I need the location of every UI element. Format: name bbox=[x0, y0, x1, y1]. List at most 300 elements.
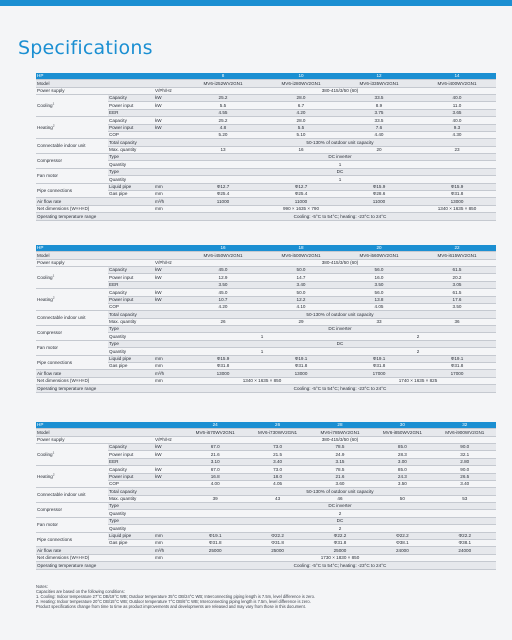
heating-power: 7.6 bbox=[340, 124, 418, 131]
fan-quantity: 1 bbox=[184, 348, 340, 355]
total-capacity-label: Total capacity bbox=[108, 139, 184, 146]
unit: m³/h bbox=[154, 198, 184, 205]
cooling-capacity: 78.5 bbox=[309, 443, 371, 450]
unit bbox=[154, 303, 184, 310]
unit: kW bbox=[154, 289, 184, 296]
airflow-label: Air flow rate bbox=[36, 370, 154, 377]
heating-capacity: 73.0 bbox=[246, 466, 308, 473]
cooling-power: 32.1 bbox=[434, 451, 496, 458]
eer-label: EER bbox=[108, 458, 154, 465]
max-quantity-label: Max. quantity bbox=[108, 146, 184, 153]
airflow: 11000 bbox=[184, 198, 262, 205]
cop: 3.60 bbox=[309, 480, 371, 487]
cooling-capacity: 25.2 bbox=[184, 94, 262, 101]
hp-value: 12 bbox=[340, 73, 418, 80]
unit: kW bbox=[154, 266, 184, 273]
heating-capacity: 25.2 bbox=[184, 117, 262, 124]
max-quantity: 29 bbox=[262, 318, 340, 325]
unit: mm bbox=[154, 532, 184, 539]
model-name: MV6-i560WV2GN1 bbox=[340, 252, 418, 259]
heating-power: 10.7 bbox=[184, 296, 262, 303]
power-supply-label: Power supply bbox=[36, 259, 154, 266]
airflow: 13000 bbox=[418, 198, 496, 205]
page-title: Specifications bbox=[18, 37, 153, 59]
indoor-unit-label: Connectable indoor unit bbox=[36, 488, 108, 503]
unit: kW bbox=[154, 296, 184, 303]
temperature-range: Cooling: -5°C to 54°C; heating: -23°C to 24°C bbox=[184, 562, 496, 569]
spec-table-24-32hp bbox=[36, 422, 496, 570]
hp-label: HP bbox=[36, 245, 184, 252]
cooling-power: 12.9 bbox=[184, 274, 262, 281]
cooling-capacity: 56.0 bbox=[340, 266, 418, 273]
notes-intro: Capacities are based on the following conditions: bbox=[36, 589, 125, 595]
power-supply-label: Power supply bbox=[36, 87, 154, 94]
cop: 4.10 bbox=[262, 303, 340, 310]
hp-value: 30 bbox=[371, 422, 433, 429]
total-capacity-value: 50-130% of outdoor unit capacity bbox=[184, 311, 496, 318]
note-item: 2. Heating: Indoor temperature 20°C DB/15°C WB; Outdoor temperature 7°C DB/6°C WB; Interconnecting piping length is 7.5m, level difference is zero. bbox=[36, 599, 311, 605]
type-label: Type bbox=[108, 154, 184, 161]
airflow: 17000 bbox=[340, 370, 418, 377]
power-input-label: Power input bbox=[108, 296, 154, 303]
cop-label: COP bbox=[108, 480, 154, 487]
type-label: Type bbox=[108, 326, 184, 333]
eer: 3.05 bbox=[418, 281, 496, 288]
hp-value: 8 bbox=[184, 73, 262, 80]
heating-capacity: 56.0 bbox=[340, 289, 418, 296]
hp-value: 32 bbox=[434, 422, 496, 429]
eer: 3.75 bbox=[340, 109, 418, 116]
model-name: MV6-i900WV2GN1 bbox=[434, 429, 496, 436]
max-quantity: 50 bbox=[371, 495, 433, 502]
cooling-label: Cooling$^1$ bbox=[36, 94, 108, 116]
pipe-connections-label: Pipe connections bbox=[36, 183, 108, 198]
heating-power: 26.5 bbox=[434, 473, 496, 480]
airflow: 25000 bbox=[184, 547, 246, 554]
model-name: MV6-i450WV2GN1 bbox=[184, 252, 262, 259]
eer: 2.80 bbox=[434, 458, 496, 465]
airflow-label: Air flow rate bbox=[36, 198, 154, 205]
hp-label: HP bbox=[36, 422, 184, 429]
fan-motor-label: Fan motor bbox=[36, 517, 108, 532]
power-input-label: Power input bbox=[108, 451, 154, 458]
hp-value: 18 bbox=[262, 245, 340, 252]
heating-power: 9.3 bbox=[418, 124, 496, 131]
cooling-power: 20.2 bbox=[418, 274, 496, 281]
unit: kW bbox=[154, 466, 184, 473]
hp-value: 28 bbox=[309, 422, 371, 429]
quantity-label: Quantity bbox=[108, 348, 184, 355]
temperature-range: Cooling: -5°C to 54°C; heating: -23°C to 24°C bbox=[184, 213, 496, 220]
compressor-type-row bbox=[36, 154, 496, 161]
eer: 3.50 bbox=[340, 281, 418, 288]
dimensions: 1730 × 1830 × 850 bbox=[184, 554, 496, 561]
max-quantity: 46 bbox=[309, 495, 371, 502]
quantity-label: Quantity bbox=[108, 333, 184, 340]
model-name: MV6-i500WV2GN1 bbox=[262, 252, 340, 259]
fan-type: DC bbox=[184, 168, 496, 175]
gas-pipe: Φ38.1 bbox=[371, 540, 433, 547]
model-label: Model bbox=[36, 80, 184, 87]
eer: 4.55 bbox=[184, 109, 262, 116]
note-item: 1. Cooling: Indoor temperature 27°C DB/19°C WB; Outdoor temperature 35°C DB/24°C WB; Interconnecting piping length is 7.5m, level difference is zero. bbox=[36, 594, 316, 600]
heating-capacity: 90.0 bbox=[434, 466, 496, 473]
fan-motor-label: Fan motor bbox=[36, 340, 108, 355]
notes bbox=[36, 584, 496, 609]
indoor-total-row bbox=[36, 311, 496, 318]
temperature-range: Cooling: -5°C to 54°C; heating: -23°C to 24°C bbox=[184, 385, 496, 392]
compressor-type: DC inverter bbox=[184, 503, 496, 510]
max-quantity: 23 bbox=[418, 146, 496, 153]
cop: 4.20 bbox=[184, 303, 262, 310]
dimensions-row bbox=[36, 554, 496, 561]
capacity-label: Capacity bbox=[108, 289, 154, 296]
temperature-label: Operating temperature range bbox=[36, 213, 184, 220]
type-label: Type bbox=[108, 168, 184, 175]
type-label: Type bbox=[108, 517, 184, 524]
liquid-pipe-row bbox=[36, 532, 496, 539]
compressor-label: Compressor bbox=[36, 503, 108, 518]
model-name: MV6-i615WV2GN1 bbox=[418, 252, 496, 259]
model-name: MV6-i730WV2GN1 bbox=[246, 429, 308, 436]
eer: 3.40 bbox=[262, 281, 340, 288]
cop: 4.05 bbox=[340, 303, 418, 310]
note-item: Product specifications change from time to time as product improvements and developments are released and may vary from those in this document. bbox=[36, 604, 306, 610]
total-capacity-value: 50-130% of outdoor unit capacity bbox=[184, 139, 496, 146]
unit: mm bbox=[154, 191, 184, 198]
type-label: Type bbox=[108, 340, 184, 347]
gas-pipe: Φ25.4 bbox=[262, 191, 340, 198]
dimensions-row bbox=[36, 377, 496, 384]
top-accent-bar bbox=[0, 0, 512, 6]
type-label: Type bbox=[108, 503, 184, 510]
hp-value: 14 bbox=[418, 73, 496, 80]
liquid-pipe: Φ22.2 bbox=[371, 532, 433, 539]
spec-table-8-14hp bbox=[36, 73, 496, 221]
cooling-capacity: 45.0 bbox=[184, 266, 262, 273]
max-quantity: 43 bbox=[246, 495, 308, 502]
liquid-pipe-row bbox=[36, 355, 496, 362]
model-name: MV6-i850WV2GN1 bbox=[371, 429, 433, 436]
fan-type: DC bbox=[184, 517, 496, 524]
airflow: 25000 bbox=[246, 547, 308, 554]
unit bbox=[154, 131, 184, 138]
unit bbox=[154, 109, 184, 116]
airflow-row bbox=[36, 198, 496, 205]
cooling-power: 8.9 bbox=[340, 102, 418, 109]
cooling-capacity: 90.0 bbox=[434, 443, 496, 450]
power-supply-row bbox=[36, 259, 496, 266]
model-label: Model bbox=[36, 252, 184, 259]
cooling-capacity: 67.0 bbox=[184, 443, 246, 450]
indoor-unit-label: Connectable indoor unit bbox=[36, 139, 108, 154]
airflow: 13000 bbox=[262, 370, 340, 377]
unit: mm bbox=[154, 540, 184, 547]
temperature-label: Operating temperature range bbox=[36, 385, 184, 392]
unit: m³/h bbox=[154, 370, 184, 377]
heating-capacity: 85.0 bbox=[371, 466, 433, 473]
dimensions: 1740 × 1635 × 825 bbox=[340, 377, 496, 384]
cooling-capacity-row bbox=[36, 266, 496, 273]
unit bbox=[154, 281, 184, 288]
cop: 5.10 bbox=[262, 131, 340, 138]
model-name: MV6-i252WV2GN1 bbox=[184, 80, 262, 87]
hp-value: 26 bbox=[246, 422, 308, 429]
cop: 4.00 bbox=[184, 480, 246, 487]
compressor-quantity: 2 bbox=[340, 333, 496, 340]
capacity-label: Capacity bbox=[108, 266, 154, 273]
liquid-pipe: Φ19.1 bbox=[184, 532, 246, 539]
heating-capacity: 33.5 bbox=[340, 117, 418, 124]
model-name: MV6-i785WV2GN1 bbox=[309, 429, 371, 436]
quantity-label: Quantity bbox=[108, 161, 184, 168]
hp-row bbox=[36, 422, 496, 429]
temperature-row bbox=[36, 562, 496, 569]
power-supply-label: Power supply bbox=[36, 436, 154, 443]
max-quantity: 53 bbox=[434, 495, 496, 502]
power-supply-unit: V/Ph/Hz bbox=[154, 87, 184, 94]
indoor-total-row bbox=[36, 139, 496, 146]
dimensions-label: Net dimensions (W×H×D) bbox=[36, 554, 154, 561]
dimensions-label: Net dimensions (W×H×D) bbox=[36, 377, 154, 384]
liquid-pipe-label: Liquid pipe bbox=[108, 532, 154, 539]
total-capacity-value: 50-130% of outdoor unit capacity bbox=[184, 488, 496, 495]
max-quantity: 20 bbox=[340, 146, 418, 153]
fan-type-row bbox=[36, 340, 496, 347]
quantity-label: Quantity bbox=[108, 176, 184, 183]
liquid-pipe: Φ19.1 bbox=[340, 355, 418, 362]
cop: 5.20 bbox=[184, 131, 262, 138]
gas-pipe: Φ31.8 bbox=[340, 363, 418, 370]
cooling-label: Cooling$^1$ bbox=[36, 266, 108, 288]
cooling-power: 6.7 bbox=[262, 102, 340, 109]
liquid-pipe-row bbox=[36, 183, 496, 190]
dimensions-label: Net dimensions (W×H×D) bbox=[36, 205, 154, 212]
heating-capacity: 61.5 bbox=[418, 289, 496, 296]
total-capacity-label: Total capacity bbox=[108, 311, 184, 318]
heating-power: 4.8 bbox=[184, 124, 262, 131]
compressor-quantity: 2 bbox=[184, 510, 496, 517]
cooling-power: 16.0 bbox=[340, 274, 418, 281]
dimensions: 1340 × 1635 × 850 bbox=[184, 377, 340, 384]
indoor-unit-label: Connectable indoor unit bbox=[36, 311, 108, 326]
unit: kW bbox=[154, 94, 184, 101]
cop: 4.30 bbox=[418, 131, 496, 138]
heating-capacity-row bbox=[36, 466, 496, 473]
model-name: MV6-i280WV2GN1 bbox=[262, 80, 340, 87]
compressor-label: Compressor bbox=[36, 154, 108, 169]
eer-label: EER bbox=[108, 281, 154, 288]
unit: kW bbox=[154, 473, 184, 480]
gas-pipe: Φ31.8 bbox=[246, 540, 308, 547]
compressor-quantity: 1 bbox=[184, 333, 340, 340]
cooling-power: 28.3 bbox=[371, 451, 433, 458]
heating-power: 16.8 bbox=[184, 473, 246, 480]
unit: mm bbox=[154, 554, 184, 561]
cooling-power: 21.5 bbox=[246, 451, 308, 458]
eer: 3.00 bbox=[371, 458, 433, 465]
cop: 3.50 bbox=[418, 303, 496, 310]
liquid-pipe: Φ22.2 bbox=[309, 532, 371, 539]
model-row bbox=[36, 80, 496, 87]
gas-pipe: Φ31.8 bbox=[418, 191, 496, 198]
total-capacity-label: Total capacity bbox=[108, 488, 184, 495]
indoor-total-row bbox=[36, 488, 496, 495]
airflow: 13000 bbox=[184, 370, 262, 377]
heating-label: Heating$^2$ bbox=[36, 289, 108, 311]
capacity-label: Capacity bbox=[108, 466, 154, 473]
heating-power: 24.3 bbox=[371, 473, 433, 480]
heating-power: 13.8 bbox=[340, 296, 418, 303]
max-quantity: 16 bbox=[262, 146, 340, 153]
dimensions-row bbox=[36, 205, 496, 212]
fan-motor-label: Fan motor bbox=[36, 168, 108, 183]
unit: kW bbox=[154, 102, 184, 109]
pipe-connections-label: Pipe connections bbox=[36, 355, 108, 370]
cooling-capacity: 28.0 bbox=[262, 94, 340, 101]
cop: 3.50 bbox=[371, 480, 433, 487]
compressor-type: DC inverter bbox=[184, 326, 496, 333]
quantity-label: Quantity bbox=[108, 525, 184, 532]
liquid-pipe: Φ15.9 bbox=[184, 355, 262, 362]
fan-type: DC bbox=[184, 340, 496, 347]
cooling-capacity: 50.0 bbox=[262, 266, 340, 273]
cop-label: COP bbox=[108, 131, 154, 138]
cop: 3.40 bbox=[434, 480, 496, 487]
temperature-row bbox=[36, 213, 496, 220]
cop: 4.05 bbox=[246, 480, 308, 487]
cooling-capacity-row bbox=[36, 443, 496, 450]
airflow-label: Air flow rate bbox=[36, 547, 154, 554]
cooling-capacity: 73.0 bbox=[246, 443, 308, 450]
airflow: 25000 bbox=[309, 547, 371, 554]
unit: kW bbox=[154, 274, 184, 281]
power-supply-unit: V/Ph/Hz bbox=[154, 436, 184, 443]
capacity-label: Capacity bbox=[108, 443, 154, 450]
gas-pipe: Φ28.6 bbox=[340, 191, 418, 198]
cooling-power: 14.7 bbox=[262, 274, 340, 281]
heating-capacity: 40.0 bbox=[418, 117, 496, 124]
temperature-row bbox=[36, 385, 496, 392]
power-supply-value: 380-415/3/50 (60) bbox=[184, 436, 496, 443]
liquid-pipe: Φ22.2 bbox=[246, 532, 308, 539]
heating-power: 5.5 bbox=[262, 124, 340, 131]
max-quantity-label: Max. quantity bbox=[108, 495, 184, 502]
compressor-quantity: 1 bbox=[184, 161, 496, 168]
compressor-type: DC inverter bbox=[184, 154, 496, 161]
gas-pipe: Φ31.8 bbox=[262, 363, 340, 370]
gas-pipe-label: Gas pipe bbox=[108, 363, 154, 370]
fan-type-row bbox=[36, 517, 496, 524]
temperature-label: Operating temperature range bbox=[36, 562, 184, 569]
liquid-pipe: Φ15.9 bbox=[340, 183, 418, 190]
liquid-pipe: Φ12.7 bbox=[262, 183, 340, 190]
eer: 4.20 bbox=[262, 109, 340, 116]
heating-capacity: 45.0 bbox=[184, 289, 262, 296]
power-supply-row bbox=[36, 87, 496, 94]
liquid-pipe-label: Liquid pipe bbox=[108, 355, 154, 362]
cooling-capacity-row bbox=[36, 94, 496, 101]
pipe-connections-label: Pipe connections bbox=[36, 532, 108, 547]
heating-power: 12.2 bbox=[262, 296, 340, 303]
gas-pipe: Φ31.8 bbox=[184, 363, 262, 370]
gas-pipe: Φ38.1 bbox=[434, 540, 496, 547]
hp-label: HP bbox=[36, 73, 184, 80]
heating-label: Heating$^2$ bbox=[36, 117, 108, 139]
power-input-label: Power input bbox=[108, 124, 154, 131]
fan-quantity: 1 bbox=[184, 176, 496, 183]
max-quantity: 26 bbox=[184, 318, 262, 325]
eer: 3.40 bbox=[246, 458, 308, 465]
hp-value: 10 bbox=[262, 73, 340, 80]
dimensions: 1340 × 1635 × 850 bbox=[418, 205, 496, 212]
compressor-type-row bbox=[36, 326, 496, 333]
model-label: Model bbox=[36, 429, 184, 436]
fan-type-row bbox=[36, 168, 496, 175]
gas-pipe: Φ31.8 bbox=[184, 540, 246, 547]
cop: 4.40 bbox=[340, 131, 418, 138]
quantity-label: Quantity bbox=[108, 510, 184, 517]
unit: mm bbox=[154, 355, 184, 362]
model-row bbox=[36, 429, 496, 436]
airflow: 11000 bbox=[262, 198, 340, 205]
eer-label: EER bbox=[108, 109, 154, 116]
unit: mm bbox=[154, 205, 184, 212]
power-supply-row bbox=[36, 436, 496, 443]
cooling-capacity: 33.5 bbox=[340, 94, 418, 101]
airflow: 11000 bbox=[340, 198, 418, 205]
heating-capacity-row bbox=[36, 117, 496, 124]
heating-capacity: 67.0 bbox=[184, 466, 246, 473]
model-name: MV6-i400WV2GN1 bbox=[418, 80, 496, 87]
power-input-label: Power input bbox=[108, 274, 154, 281]
dimensions: 990 × 1635 × 790 bbox=[184, 205, 418, 212]
hp-row bbox=[36, 73, 496, 80]
gas-pipe-label: Gas pipe bbox=[108, 540, 154, 547]
unit: mm bbox=[154, 363, 184, 370]
liquid-pipe: Φ22.2 bbox=[434, 532, 496, 539]
unit: kW bbox=[154, 451, 184, 458]
cooling-power: 11.0 bbox=[418, 102, 496, 109]
model-row bbox=[36, 252, 496, 259]
liquid-pipe: Φ19.1 bbox=[262, 355, 340, 362]
airflow: 24000 bbox=[371, 547, 433, 554]
max-quantity: 39 bbox=[184, 495, 246, 502]
capacity-label: Capacity bbox=[108, 117, 154, 124]
spec-table-16-22hp bbox=[36, 245, 496, 393]
cooling-power: 21.6 bbox=[184, 451, 246, 458]
max-quantity: 36 bbox=[418, 318, 496, 325]
liquid-pipe: Φ15.9 bbox=[418, 183, 496, 190]
airflow: 17000 bbox=[418, 370, 496, 377]
max-quantity-label: Max. quantity bbox=[108, 318, 184, 325]
fan-quantity: 2 bbox=[184, 525, 496, 532]
gas-pipe: Φ31.8 bbox=[418, 363, 496, 370]
unit bbox=[154, 480, 184, 487]
model-name: MV6-i335WV2GN1 bbox=[340, 80, 418, 87]
max-quantity: 33 bbox=[340, 318, 418, 325]
gas-pipe: Φ31.8 bbox=[309, 540, 371, 547]
heating-capacity-row bbox=[36, 289, 496, 296]
airflow-row bbox=[36, 547, 496, 554]
airflow: 24000 bbox=[434, 547, 496, 554]
heating-power: 17.6 bbox=[418, 296, 496, 303]
unit: kW bbox=[154, 117, 184, 124]
eer: 3.65 bbox=[418, 109, 496, 116]
liquid-pipe: Φ19.1 bbox=[418, 355, 496, 362]
liquid-pipe: Φ12.7 bbox=[184, 183, 262, 190]
max-quantity: 13 bbox=[184, 146, 262, 153]
